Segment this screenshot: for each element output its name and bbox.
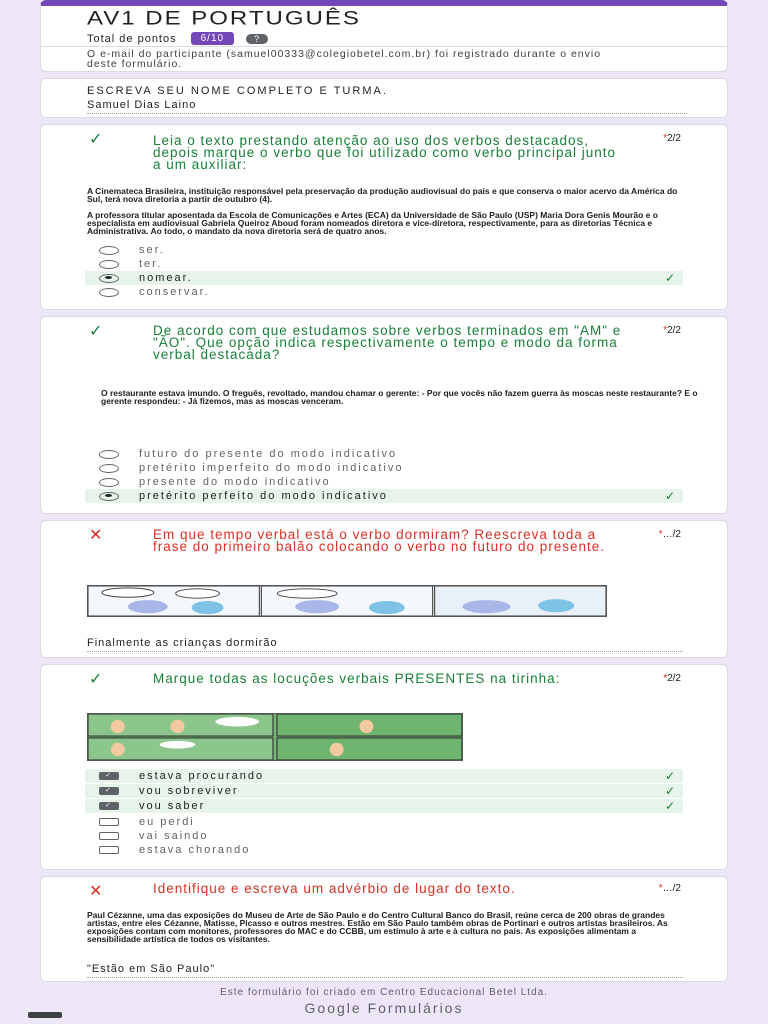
score-row (87, 32, 268, 45)
question-2-option[interactable]: pretérito imperfeito do modo indicativo (85, 461, 683, 475)
email-note: O e-mail do participante (samuel00333@colegiobetel.com.br) foi registrado durante o envio deste formulário. (87, 48, 602, 70)
question-1-passage-1: A Cinemateca Brasileira, instituição responsável pela preservação da produção audiovisual do país e que conserva o maior acervo da América do Sul, terá nova diretoria a partir de outubro (4). (87, 186, 678, 204)
radio-button[interactable] (99, 478, 119, 487)
question-5-title: Identifique e escreva um advérbio de lugar do texto. (153, 881, 516, 896)
correct-check-icon: ✓ (89, 323, 103, 340)
question-4-score: *2/2 (663, 673, 681, 684)
correct-check-icon: ✓ (664, 784, 677, 798)
question-3-score: *…/2 (658, 529, 681, 540)
question-3-answer: Finalmente as crianças dormirão (87, 637, 683, 652)
radio-button[interactable] (99, 450, 119, 459)
question-1-option[interactable]: conservar. (85, 285, 683, 299)
correct-check-icon: ✓ (664, 799, 677, 813)
help-icon[interactable]: ? (246, 34, 268, 44)
score-badge: 6/10 (191, 32, 234, 45)
checkbox-checked[interactable]: ✓ (99, 787, 119, 795)
checkbox-checked[interactable]: ✓ (99, 772, 119, 780)
question-4-option-checked[interactable]: ✓ estava procurando ✓ (85, 769, 683, 783)
radio-button[interactable] (99, 246, 119, 255)
question-2-title: De acordo com que estudamos sobre verbos terminados em "AM" e "ÃO". Que opção indica respectivamente o tempo e modo da forma verbal destacada? (153, 323, 622, 362)
correct-check-icon: ✓ (89, 671, 103, 688)
question-1-card (40, 124, 728, 310)
question-5-passage: Paul Cézanne, uma das exposições do Museu de Arte de São Paulo e do Centro Cultural Banco do Brasil, reúne cerca de 200 obras de grandes artistas, entre eles Cézanne, Matisse, Picasso e outros mestres. Estão em São Paulo também obras de Portinari e outros artistas brasileiros. As exposições contam com monitores, professores do MAC e do CCBB, um estímulo à arte e à cultura no país. As exposições alimentam a sensibilidade artística de todos os visitantes. (87, 910, 668, 944)
radio-button-selected[interactable] (99, 274, 119, 283)
radio-button[interactable] (99, 464, 119, 473)
question-5-answer: "Estão em São Paulo" (87, 963, 683, 978)
name-answer: Samuel Dias Laino (87, 99, 687, 114)
correct-check-icon: ✓ (89, 131, 103, 148)
question-3-card (40, 520, 728, 658)
question-2-score: *2/2 (663, 325, 681, 336)
question-1-option[interactable]: ser. (85, 243, 683, 257)
question-4-option-checked[interactable]: ✓ vou saber ✓ (85, 799, 683, 813)
question-4-option[interactable]: eu perdi (85, 815, 683, 829)
score-label: Total de pontos (87, 32, 177, 45)
correct-check-icon: ✓ (664, 769, 677, 783)
wrong-x-icon: ✕ (89, 527, 103, 544)
question-2-option[interactable]: futuro do presente do modo indicativo (85, 447, 683, 461)
question-4-option[interactable]: vai saindo (85, 829, 683, 843)
name-question-card (40, 78, 728, 118)
question-4-option-checked[interactable]: ✓ vou sobreviver ✓ (85, 784, 683, 798)
question-1-option-selected[interactable]: nomear. ✓ (85, 271, 683, 285)
footer-note: Este formulário foi criado em Centro Educacional Betel Ltda. (220, 987, 548, 998)
radio-button[interactable] (99, 288, 119, 297)
radio-button[interactable] (99, 260, 119, 269)
question-1-title: Leia o texto prestando atenção ao uso dos verbos destacados, depois marque o verbo que foi utilizado como verbo principal junto a um auxiliar: (153, 133, 616, 172)
form-header-card (40, 0, 728, 72)
question-1-passage-2: A professora titular aposentada da Escola de Comunicações e Artes (ECA) da Universidade de São Paulo (USP) Maria Dora Genis Mourão e o especialista em audiovisual Gabriela Queiroz Aboud foram nomeados diretora e vice-diretora, respectivamente, para as diretorias Técnica e Administrativa. Ao todo, o mandato da nova diretoria será de quatro anos. (87, 210, 658, 236)
name-question-label: ESCREVA SEU NOME COMPLETO E TURMA. (87, 85, 388, 97)
form-title: AV1 DE PORTUGUÊS (87, 7, 361, 30)
header-divider (41, 46, 727, 47)
radio-button-selected[interactable] (99, 492, 119, 501)
checkbox[interactable] (99, 846, 119, 854)
question-1-score: *2/2 (663, 133, 681, 144)
google-forms-logo[interactable]: Google Formulários (304, 1000, 464, 1016)
question-4-card (40, 664, 728, 870)
question-2-passage: O restaurante estava imundo. O freguês, revoltado, mandou chamar o gerente: - Por que vocês não fazem guerra às moscas neste restaurante? E o gerente respondeu: - Já fizemos, mas as moscas venceram. (101, 388, 698, 406)
checkbox[interactable] (99, 818, 119, 826)
correct-check-icon: ✓ (664, 489, 677, 503)
question-3-title: Em que tempo verbal está o verbo dormiram? Reescreva toda a frase do primeiro balão colocando o verbo no futuro do presente. (153, 527, 605, 554)
correct-check-icon: ✓ (664, 271, 677, 285)
question-2-option[interactable]: presente do modo indicativo (85, 475, 683, 489)
report-tab[interactable] (28, 1012, 62, 1018)
question-2-card (40, 316, 728, 514)
question-5-card (40, 876, 728, 982)
checkbox-checked[interactable]: ✓ (99, 802, 119, 810)
question-5-score: *…/2 (658, 883, 681, 894)
wrong-x-icon: ✕ (89, 883, 103, 900)
comic-strip-image (87, 713, 463, 761)
comic-strip-image (87, 585, 607, 617)
question-2-option-selected[interactable]: pretérito perfeito do modo indicativo ✓ (85, 489, 683, 503)
question-4-title: Marque todas as locuções verbais PRESENTES na tirinha: (153, 671, 561, 686)
checkbox[interactable] (99, 832, 119, 840)
question-1-option[interactable]: ter. (85, 257, 683, 271)
question-4-option[interactable]: estava chorando (85, 843, 683, 857)
